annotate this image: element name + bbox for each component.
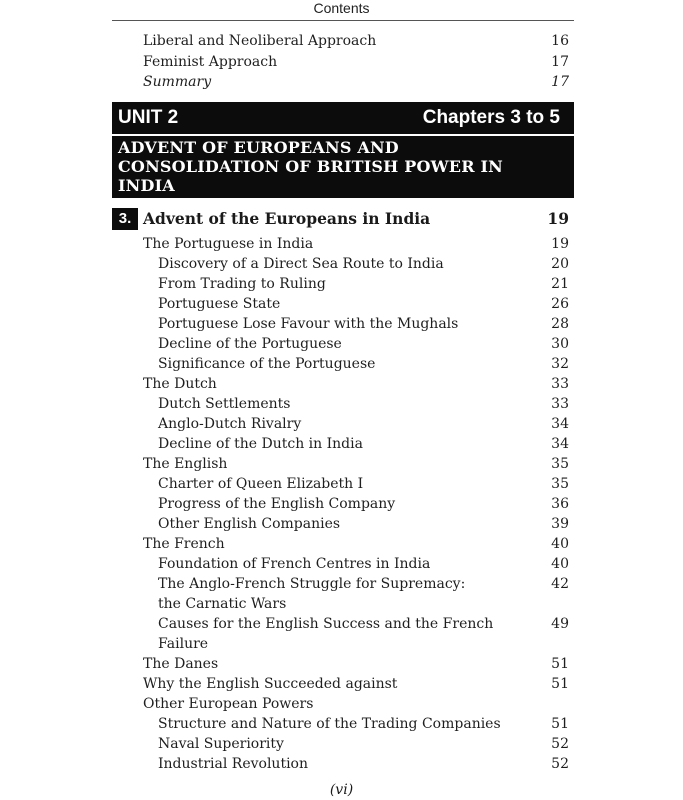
toc-entry-page: 21 <box>551 276 569 292</box>
toc-entry-title: Failure <box>158 636 209 652</box>
toc-entry-page: 33 <box>551 376 569 392</box>
toc-entry <box>143 31 569 51</box>
toc-entry-page: 34 <box>551 436 569 452</box>
toc-entry-page: 42 <box>551 576 569 592</box>
toc-entry-page: 35 <box>551 476 569 492</box>
toc-entry <box>143 674 569 694</box>
toc-entry <box>158 354 569 374</box>
toc-entry <box>158 414 569 434</box>
unit-title: ADVENT OF EUROPEANS AND CONSOLIDATION OF BRITISH POWER IN INDIA <box>118 138 503 195</box>
toc-entry-page: 51 <box>551 656 569 672</box>
toc-entry <box>143 52 569 72</box>
toc-entry-title: The Danes <box>143 656 219 672</box>
toc-entry-title: Dutch Settlements <box>158 396 291 412</box>
toc-entry-title: The French <box>143 536 225 552</box>
toc-entry <box>143 694 569 714</box>
toc-entry-title: The Dutch <box>143 376 217 392</box>
toc-entry <box>158 434 569 454</box>
toc-entry-title: Why the English Succeeded against <box>143 676 398 692</box>
toc-entry-title: Portuguese Lose Favour with the Mughals <box>158 316 459 332</box>
toc-entry-title: Discovery of a Direct Sea Route to India <box>158 256 444 272</box>
toc-entry <box>158 754 569 774</box>
toc-entry-title: Causes for the English Success and the French <box>158 616 494 632</box>
toc-entry <box>158 574 569 594</box>
toc-entry-page: 51 <box>551 716 569 732</box>
toc-entry <box>158 714 569 734</box>
toc-entry <box>143 454 569 474</box>
toc-entry <box>143 234 569 254</box>
toc-entry-page: 52 <box>551 756 569 772</box>
toc-entry-title: Portuguese State <box>158 296 281 312</box>
toc-entry-page: 17 <box>551 74 569 90</box>
toc-entry-title: Structure and Nature of the Trading Companies <box>158 716 501 732</box>
toc-entry <box>158 494 569 514</box>
toc-entry <box>158 594 569 614</box>
toc-entry-page: 20 <box>551 256 569 272</box>
toc-entry-title: The Anglo-French Struggle for Supremacy: <box>158 576 466 592</box>
toc-entry <box>158 294 569 314</box>
toc-entry-title: Significance of the Portuguese <box>158 356 376 372</box>
chapter-number-badge: 3. <box>112 208 138 230</box>
toc-entry-page: 28 <box>551 316 569 332</box>
unit-banner <box>112 102 574 198</box>
chapter-title: Advent of the Europeans in India <box>143 209 431 228</box>
toc-entry-title: Naval Superiority <box>158 736 284 752</box>
unit-label: UNIT 2 <box>118 107 179 128</box>
toc-entry <box>158 474 569 494</box>
toc-entry <box>158 314 569 334</box>
toc-entry <box>143 534 569 554</box>
toc-entry <box>158 634 569 654</box>
toc-entry <box>158 394 569 414</box>
toc-entry-page: 30 <box>551 336 569 352</box>
toc-entry-title: Decline of the Dutch in India <box>158 436 363 452</box>
chapter-page-number: 19 <box>547 209 569 228</box>
toc-entry-title: From Trading to Ruling <box>158 276 326 292</box>
toc-entry <box>158 614 569 634</box>
toc-entry-title: Foundation of French Centres in India <box>158 556 431 572</box>
toc-entry-title: Industrial Revolution <box>158 756 308 772</box>
running-head: Contents <box>313 0 370 16</box>
toc-entry-page: 40 <box>551 556 569 572</box>
toc-entry-page: 51 <box>551 676 569 692</box>
toc-entry-page: 17 <box>551 53 569 70</box>
toc-entry <box>143 654 569 674</box>
toc-entry-title: Charter of Queen Elizabeth I <box>158 476 364 492</box>
toc-entry <box>158 254 569 274</box>
toc-entry-page: 33 <box>551 396 569 412</box>
toc-entry <box>158 734 569 754</box>
toc-entry-page: 34 <box>551 416 569 432</box>
toc-entry-title: Summary <box>143 74 212 90</box>
toc-entry-title: Other European Powers <box>143 696 314 712</box>
toc-entry-title: The Portuguese in India <box>143 236 314 252</box>
toc-entry-page: 26 <box>551 296 569 312</box>
toc-entry <box>158 514 569 534</box>
toc-entry <box>158 334 569 354</box>
unit-chapters-range: Chapters 3 to 5 <box>422 107 560 128</box>
toc-entry-page: 52 <box>551 736 569 752</box>
toc-entry <box>158 554 569 574</box>
toc-entry-page: 40 <box>551 536 569 552</box>
toc-entry-page: 39 <box>551 516 569 532</box>
toc-entry-page: 36 <box>551 496 569 512</box>
unit-divider <box>112 134 574 136</box>
toc-entry-title: Decline of the Portuguese <box>158 336 342 352</box>
toc-entry-page: 19 <box>551 236 569 252</box>
toc-entry-page: 16 <box>551 33 569 49</box>
toc-entry <box>143 72 569 92</box>
toc-entry-title: The English <box>143 456 228 472</box>
toc-entry-page: 32 <box>551 356 569 372</box>
toc-entry-title: Feminist Approach <box>143 53 278 70</box>
toc-entry-title: Liberal and Neoliberal Approach <box>143 33 377 49</box>
toc-entry-title: Progress of the English Company <box>158 496 396 512</box>
chapter-heading <box>143 208 569 230</box>
toc-entry <box>158 274 569 294</box>
toc-entry-title: Other English Companies <box>158 516 341 532</box>
toc-entry <box>143 374 569 394</box>
toc-entry-page: 35 <box>551 456 569 472</box>
toc-entry-page: 49 <box>551 616 569 632</box>
page-folio: (vi) <box>329 782 354 798</box>
toc-entry-title: Anglo-Dutch Rivalry <box>158 416 302 432</box>
toc-entry-title: the Carnatic Wars <box>158 596 287 612</box>
header-rule <box>112 20 574 21</box>
